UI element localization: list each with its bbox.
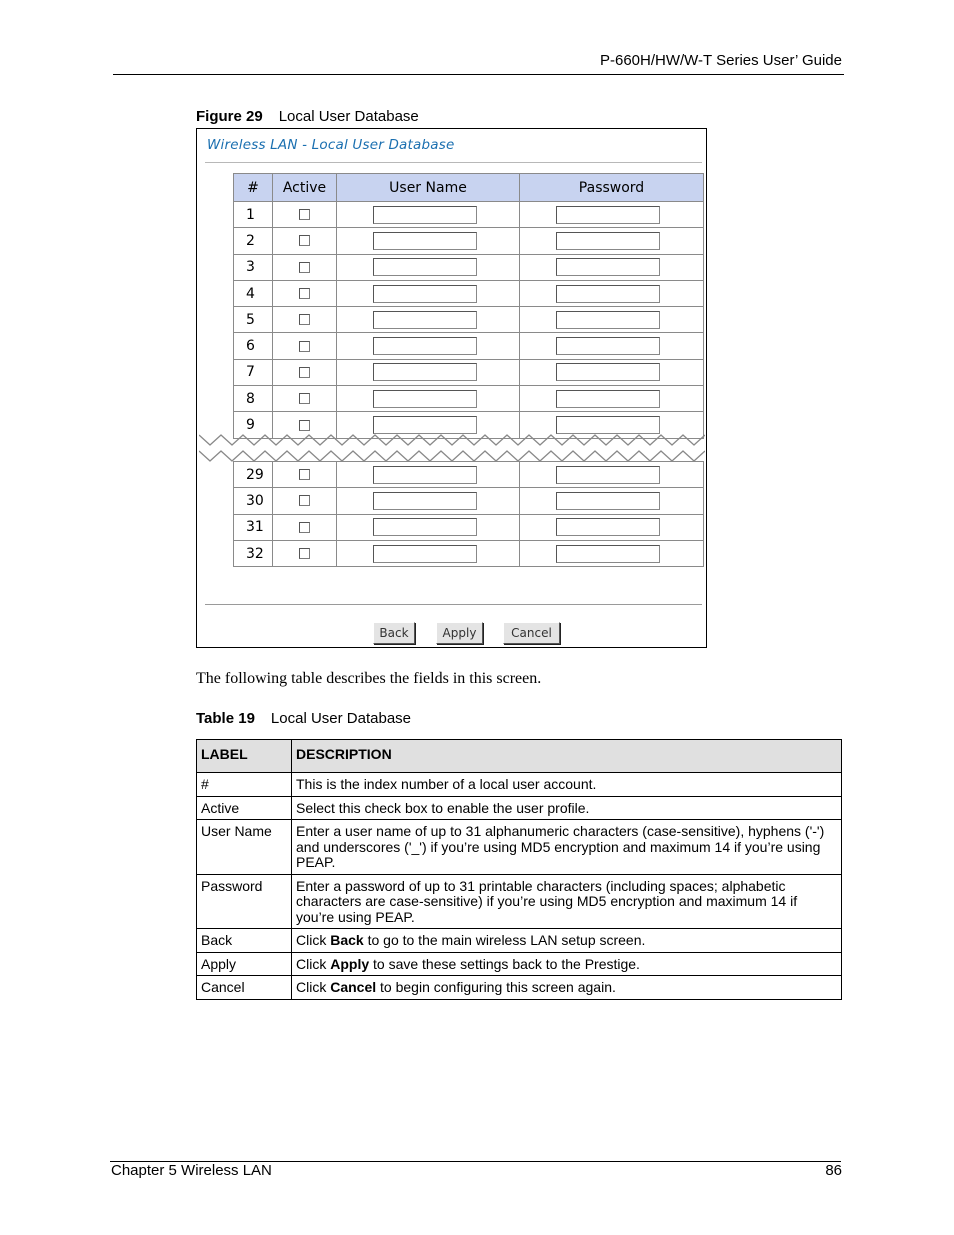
user-name-input[interactable] [373,466,477,484]
user-row [234,386,704,412]
description-bold: Cancel [330,979,377,995]
field-description: Enter a password of up to 31 printable characters (including spaces; alphabetic characters are case-sensitive) if you’re using MD5 encryption and maximum 14 if you’re using PEAP. [292,874,842,929]
description-text: to go to the main wireless LAN setup screen. [363,932,646,948]
field-description: Select this check box to enable the user profile. [292,796,842,820]
active-checkbox[interactable] [299,209,310,220]
field-description: Enter a user name of up to 31 alphanumeric characters (case-sensitive), hyphens ('-') and underscores ('_') if you’re using MD5 encryption and maximum 14 if you’re using PEAP. [292,820,842,875]
password-input[interactable] [556,206,660,224]
active-checkbox[interactable] [299,469,310,480]
password-cell [520,386,704,412]
row-index: 7 [234,359,273,385]
active-cell [273,514,337,540]
row-index: 1 [234,202,273,228]
row-index: 30 [234,488,273,514]
user-name-cell [337,359,520,385]
description-text: Click [296,979,331,995]
row-index: 8 [234,386,273,412]
table-break-zigzag [199,431,705,465]
field-description [292,976,842,1000]
user-name-input[interactable] [373,232,477,250]
user-row [234,488,704,514]
password-input[interactable] [556,545,660,563]
header-title: P-660H/HW/W-T Series User’ Guide [599,52,842,69]
active-checkbox[interactable] [299,522,310,533]
field-description: This is the index number of a local user account. [292,773,842,797]
active-cell [273,540,337,566]
description-table [196,739,842,1000]
user-row [234,202,704,228]
user-row [234,254,704,280]
description-text: to save these settings back to the Prestige. [369,955,640,972]
description-text: to begin configuring this screen again. [376,979,616,995]
password-cell [520,333,704,359]
description-row [197,929,842,953]
user-name-input[interactable] [373,206,477,224]
table-caption [196,710,411,727]
user-table-bottom [233,461,704,567]
description-text: Click [296,955,331,972]
active-checkbox[interactable] [299,367,310,378]
description-row [197,874,842,929]
user-name-cell [337,462,520,488]
active-checkbox[interactable] [299,420,310,431]
user-name-cell [337,202,520,228]
user-name-input[interactable] [373,337,477,355]
password-cell [520,488,704,514]
active-cell [273,307,337,333]
col-user-name: User Name [337,174,520,202]
password-input[interactable] [556,232,660,250]
header-description: DESCRIPTION [292,740,842,773]
col-password: Password [520,174,704,202]
active-cell [273,462,337,488]
user-name-input[interactable] [373,492,477,510]
intro-text: The following table describes the fields in this screen. [196,670,542,687]
password-input[interactable] [556,518,660,536]
user-name-input[interactable] [373,390,477,408]
table-label: Table 19 [196,710,255,727]
password-input[interactable] [556,337,660,355]
password-cell [520,359,704,385]
local-user-database-screen [196,128,707,648]
active-cell [273,359,337,385]
user-name-cell [337,254,520,280]
user-row [234,359,704,385]
field-description [292,952,842,976]
header-divider [113,74,844,75]
button-bar-divider [205,604,702,605]
user-name-cell [337,307,520,333]
row-index: 32 [234,540,273,566]
user-name-input[interactable] [373,311,477,329]
row-index: 31 [234,514,273,540]
field-label: Password [197,874,292,929]
page-number: 86 [825,1162,842,1179]
table-title: Local User Database [270,710,411,727]
row-index: 3 [234,254,273,280]
back-button[interactable]: Back [373,622,415,644]
user-name-cell [337,386,520,412]
col-index: # [234,174,273,202]
password-input[interactable] [556,492,660,510]
row-index: 29 [234,462,273,488]
user-row [234,307,704,333]
description-row [197,796,842,820]
active-checkbox[interactable] [299,314,310,325]
password-cell [520,280,704,306]
description-bold: Back [330,932,364,948]
password-input[interactable] [556,285,660,303]
cancel-button[interactable]: Cancel [503,622,560,644]
user-row [234,540,704,566]
user-row [234,280,704,306]
active-checkbox[interactable] [299,393,310,404]
user-name-cell [337,488,520,514]
row-index: 2 [234,228,273,254]
description-table-header [197,740,842,773]
password-input[interactable] [556,390,660,408]
description-row [197,773,842,797]
user-row [234,462,704,488]
password-input[interactable] [556,258,660,276]
user-name-cell [337,333,520,359]
user-name-input[interactable] [373,285,477,303]
row-index: 5 [234,307,273,333]
description-row [197,820,842,875]
figure-title: Local User Database [278,108,419,125]
figure-label: Figure 29 [196,108,263,125]
active-checkbox[interactable] [299,495,310,506]
footer-chapter: Chapter 5 Wireless LAN [111,1162,272,1179]
field-label: # [197,773,292,797]
active-cell [273,254,337,280]
active-cell [273,280,337,306]
user-table-header [234,174,704,202]
user-name-input[interactable] [373,518,477,536]
password-cell [520,462,704,488]
user-name-cell [337,514,520,540]
active-checkbox[interactable] [299,548,310,559]
active-cell [273,488,337,514]
row-index: 4 [234,280,273,306]
field-label: Active [197,796,292,820]
active-checkbox[interactable] [299,262,310,273]
password-cell [520,307,704,333]
active-cell [273,386,337,412]
screen-title-divider [205,162,702,163]
password-input[interactable] [556,466,660,484]
password-cell [520,540,704,566]
active-checkbox[interactable] [299,235,310,246]
field-description [292,929,842,953]
field-label: User Name [197,820,292,875]
description-text: Click [296,932,331,948]
password-input[interactable] [556,311,660,329]
user-name-input[interactable] [373,363,477,381]
description-bold: Apply [330,955,370,972]
user-name-cell [337,228,520,254]
password-cell [520,254,704,280]
col-active: Active [273,174,337,202]
field-label: Back [197,929,292,953]
field-label: Cancel [197,976,292,1000]
password-cell [520,514,704,540]
user-name-cell [337,540,520,566]
active-checkbox[interactable] [299,341,310,352]
user-table-top [233,173,704,439]
user-row [234,228,704,254]
active-checkbox[interactable] [299,288,310,299]
active-cell [273,228,337,254]
row-index: 9 [234,412,273,438]
password-input[interactable] [556,363,660,381]
screen-title: Wireless LAN - Local User Database [207,137,455,153]
field-label: Apply [197,952,292,976]
figure-caption [196,108,419,125]
apply-button[interactable]: Apply [436,622,483,644]
user-name-cell [337,280,520,306]
password-cell [520,228,704,254]
active-cell [273,202,337,228]
row-index: 6 [234,333,273,359]
user-row [234,333,704,359]
header-label: LABEL [197,740,292,773]
description-row [197,952,842,976]
password-cell [520,202,704,228]
user-name-input[interactable] [373,258,477,276]
user-name-input[interactable] [373,545,477,563]
active-cell [273,333,337,359]
user-row [234,514,704,540]
description-row [197,976,842,1000]
